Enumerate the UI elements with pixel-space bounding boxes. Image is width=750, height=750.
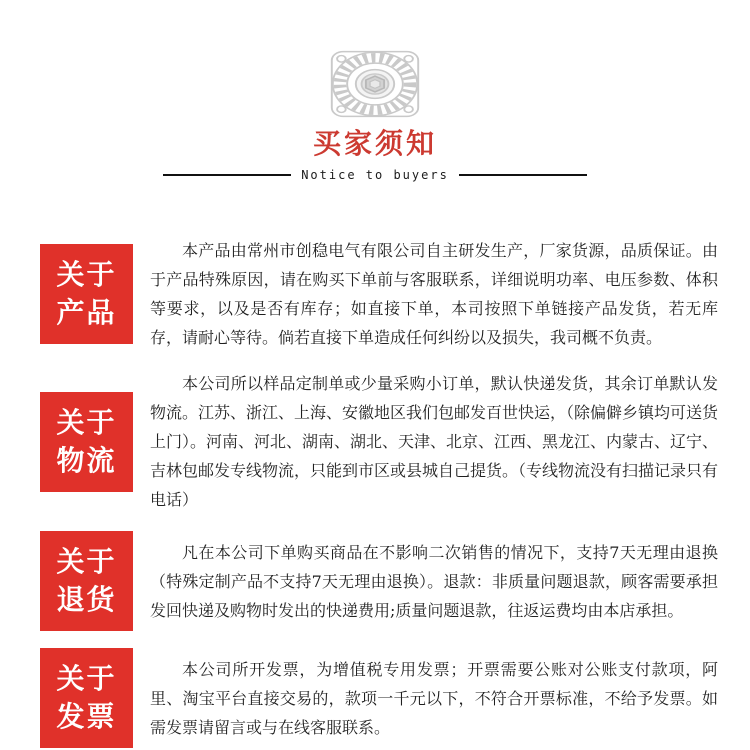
section-label-returns: [40, 531, 133, 631]
section-label-line2: 发票: [56, 701, 117, 732]
section-text-product: 本产品由常州市创稳电气有限公司自主研发生产，厂家货源，品质保证。由于产品特殊原因，请在购买下单前与客服联系，详细说明功率、电压参数、体积等要求，以及是否有库存；如直接下单，本司按照下单链接产品发货，若无库存，请耐心等待。倘若直接下单造成任何纠纷以及损失，我司概不负责。: [150, 241, 718, 347]
logo-wrap: [0, 48, 750, 120]
section-label-line1: 关于: [56, 406, 117, 438]
section-label-line2: 物流: [56, 444, 117, 476]
section-text-logistics: 本公司所以样品定制单或少量采购小订单，默认快递发货，其余订单默认发物流。江苏、浙江、上海、安徽地区我们包邮发百世快运，（除偏僻乡镇均可送货上门）。河南、河北、湖南、湖北、天津、北京、江西、黑龙江、内蒙古、辽宁、吉林包邮发专线物流，只能到市区或县城自己提货。（专线物流没有扫描记录只有电话）: [150, 374, 719, 509]
subtitle-row: [0, 168, 750, 182]
section-label-line2: 产品: [56, 297, 117, 328]
section-about-logistics: [40, 369, 718, 514]
page-header: [0, 0, 750, 182]
section-about-returns: [40, 531, 718, 631]
subtitle-rule-right: [459, 174, 587, 176]
section-label-logistics: [40, 392, 133, 492]
page-subtitle: Notice to buyers: [301, 168, 449, 182]
section-label-line1: 关于: [56, 546, 117, 577]
section-text-invoice: 本公司所开发票，为增值税专用发票；开票需要公账对公账支付款项，阿里、淘宝平台直接交易的，款项一千元以下，不符合开票标准，不给予发票。如需发票请留言或与在线客服联系。: [150, 659, 718, 737]
section-about-product: [40, 236, 718, 352]
section-text-returns: 凡在本公司下单购买商品在不影响二次销售的情况下，支持7天无理由退换（特殊定制产品不支持7天无理由退换）。退款：非质量问题退款，顾客需要承担发回快递及购物时发出的快递费用;质量问题退款，往返运费均由本店承担。: [150, 542, 718, 620]
section-about-invoice: [40, 648, 718, 748]
section-label-line1: 关于: [56, 259, 117, 290]
page-title: 买家须知: [312, 127, 437, 160]
section-label-line2: 退货: [56, 584, 117, 615]
section-label-line1: 关于: [56, 663, 117, 694]
section-label-product: [40, 244, 133, 344]
subtitle-rule-left: [163, 174, 291, 176]
notice-sections: [0, 236, 750, 748]
section-label-invoice: [40, 648, 133, 748]
motor-face-icon: [327, 48, 423, 120]
